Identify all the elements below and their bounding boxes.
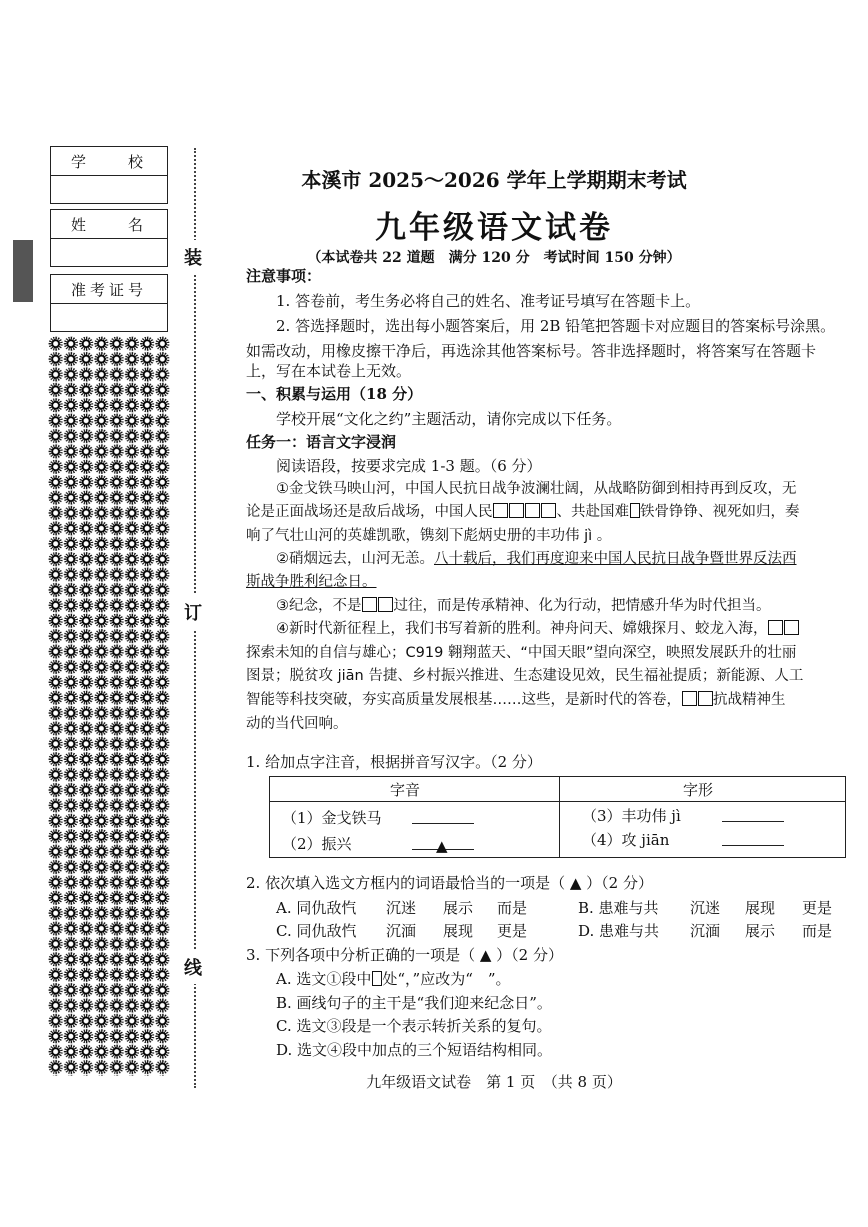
school-label: 学 校: [70, 153, 147, 171]
option-text: 展现: [745, 899, 776, 917]
option-text: 沉迷: [386, 899, 417, 917]
option-text: 沉迷: [690, 899, 721, 917]
option-2B[interactable]: [578, 898, 833, 919]
underlined-sentence-cont: 斯战争胜利纪念日。: [246, 574, 377, 590]
question-1-stem: 1. 给加点字注音，根据拼音写汉字。（2 分）: [246, 753, 542, 771]
table-header: [270, 777, 845, 802]
option-text: 展现: [443, 922, 474, 940]
table-divider: [559, 777, 560, 857]
passage-p4-line5: 动的当代回响。: [246, 716, 348, 732]
note-2-cont: 如需改动，用橡皮擦干净后，再选涂其他答案标号。答非选择题时，将答案写在答题卡: [246, 342, 817, 360]
option-3A[interactable]: [276, 969, 511, 990]
option-text: A. 同仇敌忾: [276, 899, 357, 917]
blank-box: [378, 597, 393, 612]
answer-triangle-mark: ▲: [436, 837, 448, 855]
exam-title: 本溪市 2025～2026 学年上学期期末考试: [301, 168, 687, 192]
option-text: 展示: [745, 922, 776, 940]
passage-text: ④新时代新征程上，我们书写着新的胜利。神舟问天、嫦娥探月、蛟龙入海，: [276, 621, 768, 637]
question-1-table: [269, 776, 846, 858]
page-footer: 九年级语文试卷 第 1 页 （共 8 页）: [366, 1073, 622, 1091]
bind-char-ding: 订: [184, 595, 202, 629]
blank-box: [493, 503, 508, 518]
passage-p4-line4: [246, 690, 786, 711]
answer-blank-1[interactable]: [412, 823, 474, 824]
passage-text: 论是正面战场还是敌后战场，中国人民: [246, 504, 493, 520]
passage-text: ②硝烟远去，山河无恙。: [276, 551, 434, 567]
item-4: （4）攻 jiān: [582, 831, 670, 849]
header-character: 字形: [683, 781, 714, 799]
passage-p1-line3: 响了气壮山河的英雄凯歌，镌刻下彪炳史册的丰功伟 jì 。: [246, 528, 612, 544]
option-text: A. 选文①段中: [276, 970, 372, 988]
exam-info: （本试卷共 22 道题 满分 120 分 考试时间 150 分钟）: [307, 250, 681, 266]
option-text: 沉湎: [690, 922, 721, 940]
blank-box: [784, 620, 799, 635]
option-text: B. 患难与共: [578, 899, 659, 917]
item-2: （2）振兴: [282, 835, 352, 853]
note-2-end: 上，写在本试卷上无效。: [246, 362, 412, 380]
blank-box: [698, 691, 713, 706]
option-text: 处“，”应改为“ ”。: [382, 970, 511, 988]
passage-p1-line1: ①金戈铁马映山河，中国人民抗日战争波澜壮阔，从战略防御到相持再到反攻，无: [276, 481, 797, 497]
passage-text: 智能等科技突破，夯实高质量发展根基……这些，是新时代的答卷，: [246, 692, 681, 708]
item-1: （1）金戈铁马: [282, 809, 382, 827]
passage-p4-line3: 图景；脱贫攻 jiān 告捷、乡村振兴推进、生态建设见效，民生福祉提质；新能源、人工: [246, 668, 804, 684]
option-3B[interactable]: B. 画线句子的主干是“我们迎来纪念日”。: [276, 994, 552, 1012]
passage-p2-line1: [276, 549, 797, 570]
blank-box: [768, 620, 783, 635]
bind-char-xian: 线: [184, 950, 202, 984]
name-label: 姓 名: [70, 216, 147, 234]
exam-number-label: 准考证号: [70, 281, 147, 299]
question-2-stem: 2. 依次填入选文方框内的词语最恰当的一项是（ ▲ ）（2 分）: [246, 874, 653, 892]
option-text: 更是: [497, 922, 528, 940]
answer-blank-3[interactable]: [722, 821, 784, 822]
bind-char-zhuang: 装: [184, 240, 202, 274]
blank-box: [525, 503, 540, 518]
passage-text: 、共赴国难: [556, 504, 629, 520]
option-2D[interactable]: [578, 921, 833, 942]
notes-heading: 注意事项：: [246, 267, 322, 285]
paper-title: 九年级语文试卷: [375, 210, 613, 246]
option-3D[interactable]: D. 选文④段中加点的三个短语结构相同。: [276, 1041, 553, 1059]
passage-p4-line1: [276, 619, 800, 640]
section-heading: 一、积累与运用（18 分）: [246, 385, 423, 403]
passage-text: ③纪念，不是: [276, 598, 362, 614]
blank-box: [682, 691, 697, 706]
punctuation-box: [630, 503, 640, 518]
passage-text: 过往，而是传承精神、化为行动，把情感升华为时代担当。: [393, 598, 771, 614]
header-pronunciation: 字音: [390, 781, 421, 799]
option-text: 而是: [802, 922, 833, 940]
punctuation-box: [372, 971, 382, 986]
option-text: 而是: [497, 899, 528, 917]
task-heading: 任务一：语言文字浸润: [246, 433, 397, 451]
passage-p4-line2: 探索未知的自信与雄心；C919 翱翔蓝天、“中国天眼”望向深空，映照发展跃升的壮丽: [246, 645, 797, 661]
section-intro: 学校开展“文化之约”主题活动，请你完成以下任务。: [276, 410, 622, 428]
note-1: 1. 答卷前，考生务必将自己的姓名、准考证号填写在答题卡上。: [276, 292, 701, 310]
passage-p3: [276, 596, 771, 617]
question-3-stem: 3. 下列各项中分析正确的一项是（ ▲ ）（2 分）: [246, 946, 563, 964]
passage-text: 抗战精神生: [713, 692, 786, 708]
exam-number-field[interactable]: [50, 274, 168, 332]
divider: [51, 303, 167, 304]
option-text: 沉湎: [386, 922, 417, 940]
option-text: 更是: [802, 899, 833, 917]
decorative-sun-pattern: [48, 336, 170, 1076]
option-2C[interactable]: [276, 921, 528, 942]
blank-box: [509, 503, 524, 518]
passage-p1-line2: [246, 502, 800, 523]
option-text: D. 患难与共: [578, 922, 660, 940]
blank-box: [541, 503, 556, 518]
item-3: （3）丰功伟 jì: [582, 807, 681, 825]
option-2A[interactable]: [276, 898, 528, 919]
option-text: 展示: [443, 899, 474, 917]
option-text: C. 同仇敌忾: [276, 922, 357, 940]
reading-instruction: 阅读语段，按要求完成 1-3 题。（6 分）: [276, 457, 542, 475]
passage-text: 铁骨铮铮、视死如归，奏: [640, 504, 800, 520]
blank-box: [362, 597, 377, 612]
underlined-sentence: 八十载后，我们再度迎来中国人民抗日战争暨世界反法西: [434, 551, 797, 567]
note-2: 2. 答选择题时，选出每小题答案后，用 2B 铅笔把答题卡对应题目的答案标号涂黑。: [276, 317, 836, 335]
option-3C[interactable]: C. 选文③段是一个表示转折关系的复句。: [276, 1017, 552, 1035]
answer-blank-4[interactable]: [722, 845, 784, 846]
